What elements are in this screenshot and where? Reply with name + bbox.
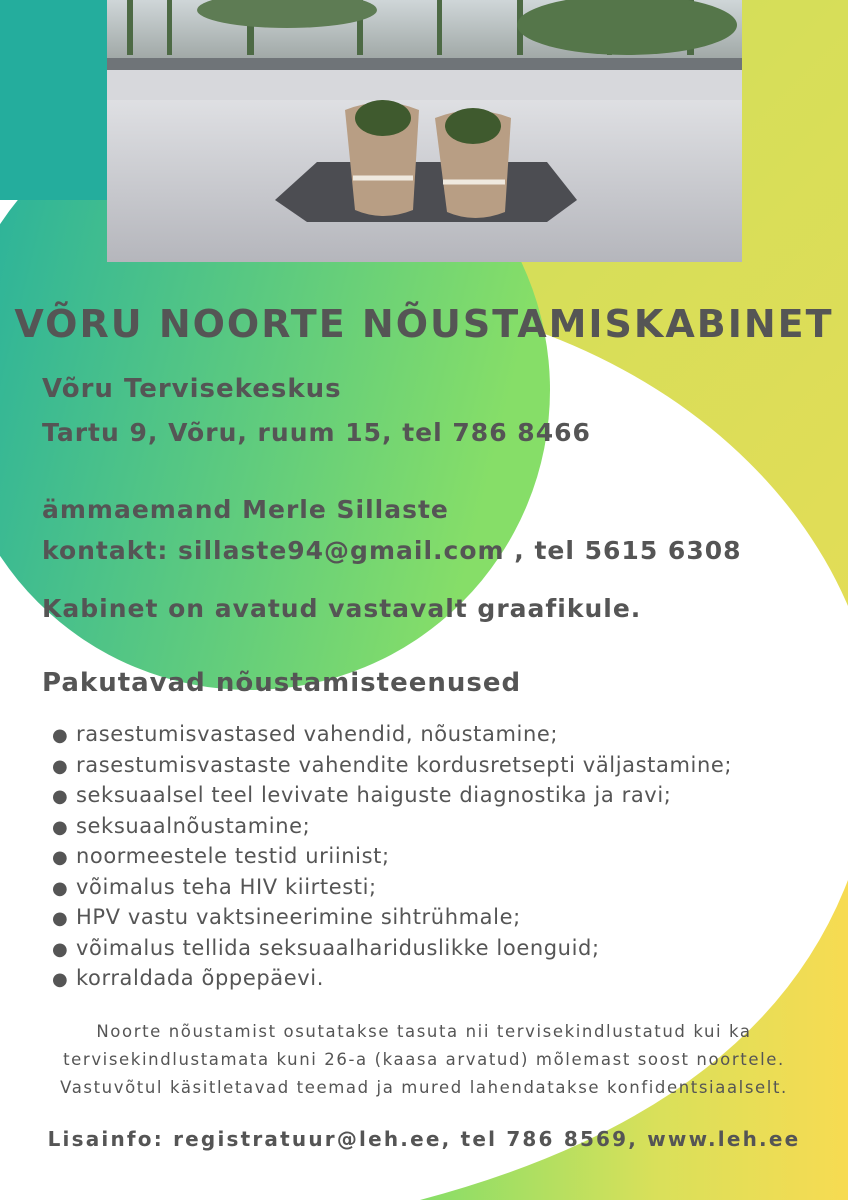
list-item: ● noormeestele testid uriinist; — [52, 842, 732, 873]
bullet-icon: ● — [52, 847, 69, 868]
bullet-icon: ● — [52, 969, 69, 990]
list-item: ● seksuaalnõustamine; — [52, 812, 732, 843]
services-list — [52, 720, 732, 995]
location-name: Võru Tervisekeskus — [42, 374, 342, 404]
services-heading: Pakutavad nõustamisteenused — [42, 668, 522, 698]
glass-tray — [275, 162, 577, 222]
list-item: ● korraldada õppepäevi. — [52, 964, 732, 995]
location-address: Tartu 9, Võru, ruum 15, tel 786 8466 — [42, 418, 591, 447]
bullet-icon: ● — [52, 908, 69, 929]
window-frame — [107, 58, 742, 72]
note-line: Noorte nõustamist osutatakse tasuta nii tervisekindlustatud kui ka — [96, 1022, 752, 1041]
list-item: ● võimalus tellida seksuaalhariduslikke loenguid; — [52, 934, 732, 965]
sill-shadow — [107, 70, 742, 100]
page-title: VÕRU NOORTE NÕUSTAMISKABINET — [14, 302, 834, 346]
list-item: ● seksuaalsel teel levivate haiguste diagnostika ja ravi; — [52, 781, 732, 812]
privacy-note — [0, 1018, 848, 1102]
bullet-icon: ● — [52, 816, 69, 838]
bullet-icon: ● — [52, 755, 69, 777]
cactus-photo — [107, 0, 742, 262]
bullet-icon: ● — [52, 786, 69, 807]
opening-hours: Kabinet on avatud vastavalt graafikule. — [42, 594, 642, 623]
cactus-pot-left — [345, 100, 419, 216]
list-item: ● HPV vastu vaktsineerimine sihtrühmale; — [52, 903, 732, 934]
midwife-name: ämmaemand Merle Sillaste — [42, 495, 449, 524]
bullet-icon: ● — [52, 938, 69, 960]
footer-contact: Lisainfo: registratuur@leh.ee, tel 786 8569, www.leh.ee — [47, 1127, 801, 1151]
midwife-contact: kontakt: sillaste94@gmail.com , tel 5615 6308 — [42, 536, 742, 565]
bullet-icon: ● — [52, 725, 69, 746]
list-item: ● rasestumisvastased vahendid, nõustamine; — [52, 720, 732, 751]
cactus-pot-right — [435, 108, 511, 218]
note-line: tervisekindlustamata kuni 26-a (kaasa arvatud) mõlemast soost noortele. — [63, 1050, 785, 1069]
list-item: ● võimalus teha HIV kiirtesti; — [52, 873, 732, 904]
teal-corner — [0, 0, 120, 200]
note-line: Vastuvõtul käsitletavad teemad ja mured lahendatakse konfidentsiaalselt. — [60, 1078, 788, 1097]
list-item: ● rasestumisvastaste vahendite kordusretsepti väljastamine; — [52, 751, 732, 782]
bullet-icon: ● — [52, 877, 69, 899]
